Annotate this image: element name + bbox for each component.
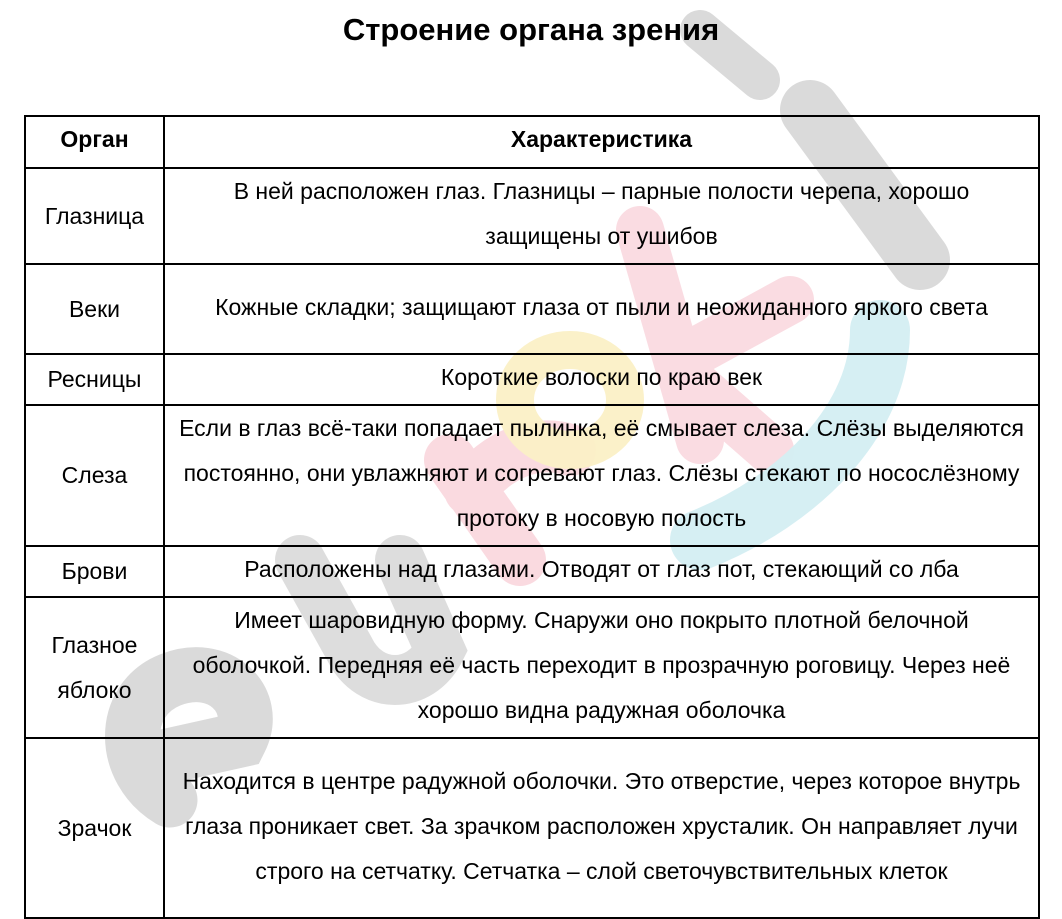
description-cell: Имеет шаровидную форму. Снаружи оно покрыто плотной белочной оболочкой. Передняя её часть переходит в прозрачную роговицу. Через неё хорошо видна радужная оболочка [164,597,1039,738]
description-cell: Находится в центре радужной оболочки. Это отверстие, через которое внутрь глаза проникает свет. За зрачком расположен хрусталик. Он направляет лучи строго на сетчатку. Сетчатка – слой светочувствительных клеток [164,738,1039,918]
organ-cell: Ресницы [25,354,164,405]
description-cell: Кожные складки; защищают глаза от пыли и неожиданного яркого света [164,264,1039,354]
description-cell: В ней расположен глаз. Глазницы – парные полости черепа, хорошо защищены от ушибов [164,168,1039,264]
table-row [25,597,1039,738]
page-title: Строение органа зрения [342,12,720,47]
organ-cell: Глазница [25,168,164,264]
table-row [25,168,1039,264]
table-header-row [25,116,1039,168]
table-row [25,264,1039,354]
table-row [25,354,1039,405]
organ-table [24,115,1040,919]
table-row [25,738,1039,918]
description-cell: Короткие волоски по краю век [164,354,1039,405]
column-header-characteristic: Характеристика [164,116,1039,168]
organ-table-container [24,115,1040,919]
organ-cell: Веки [25,264,164,354]
organ-cell: Зрачок [25,738,164,918]
table-row [25,405,1039,546]
table-row [25,546,1039,597]
table-body [25,168,1039,918]
column-header-organ: Орган [25,116,164,168]
organ-cell: Брови [25,546,164,597]
description-cell: Расположены над глазами. Отводят от глаз пот, стекающий со лба [164,546,1039,597]
organ-cell: Глазное яблоко [25,597,164,738]
description-cell: Если в глаз всё-таки попадает пылинка, её смывает слеза. Слёзы выделяются постоянно, они увлажняют и согревают глаз. Слёзы стекают по носослёзному протоку в носовую полость [164,405,1039,546]
table-header [25,116,1039,168]
organ-cell: Слеза [25,405,164,546]
